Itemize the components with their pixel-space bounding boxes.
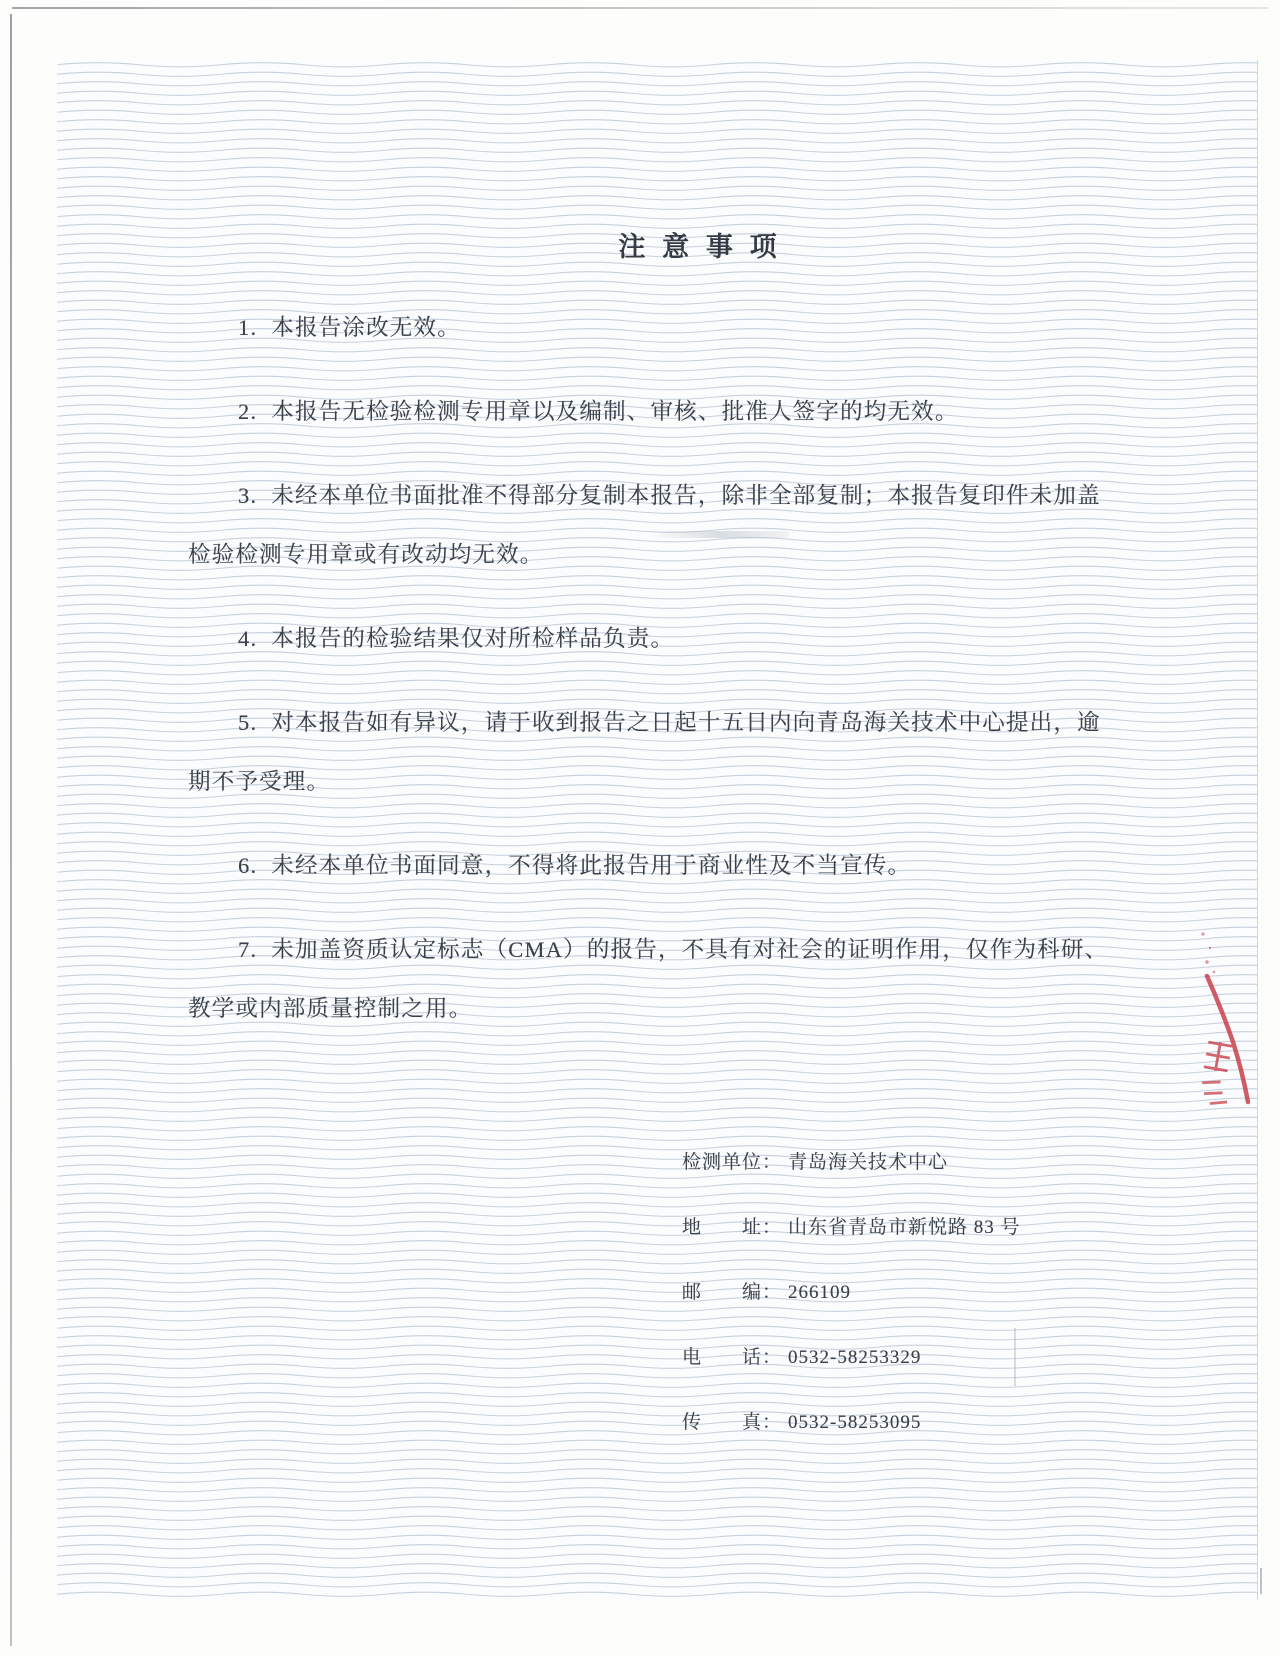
item-number: 7. (238, 937, 258, 962)
contact-value: 山东省青岛市新悦路 83 号 (788, 1217, 1021, 1238)
item-text: 本报告涂改无效。 (271, 315, 461, 340)
notice-paper (57, 60, 1258, 1600)
contact-postcode (682, 1280, 1021, 1306)
contact-fax (682, 1410, 1021, 1436)
contact-address (682, 1215, 1021, 1241)
item-number: 3. (238, 483, 258, 508)
contact-label: 邮 编： (682, 1282, 783, 1303)
contact-value: 266109 (788, 1282, 852, 1303)
scan-edge-mark (1260, 1568, 1262, 1594)
notice-item-3 (188, 466, 1118, 584)
scan-smudge (650, 531, 790, 538)
notice-list (188, 298, 1118, 1063)
item-text: 未加盖资质认定标志（CMA）的报告，不具有对社会的证明作用，仅作为科研、教学或内部质量控制之用。 (188, 937, 1109, 1021)
notice-item-6 (188, 836, 1118, 895)
page-title: 注 意 事 项 (618, 232, 782, 262)
item-number: 6. (238, 853, 258, 878)
scan-edge-left (10, 14, 12, 1646)
scan-artifact-line (1014, 1328, 1016, 1386)
item-number: 2. (238, 399, 258, 424)
item-text: 本报告的检验结果仅对所检样品负责。 (271, 626, 675, 651)
notice-item-1 (188, 298, 1118, 357)
item-text: 本报告无检验检测专用章以及编制、审核、批准人签字的均无效。 (271, 399, 959, 424)
item-text: 未经本单位书面批准不得部分复制本报告，除非全部复制；本报告复印件未加盖检验检测专用章或有改动均无效。 (188, 483, 1101, 567)
contact-value: 0532-58253329 (788, 1347, 922, 1368)
notice-item-2 (188, 382, 1118, 441)
contact-label: 地 址： (682, 1217, 783, 1238)
item-number: 1. (238, 315, 258, 340)
contact-label: 传 真： (682, 1412, 783, 1433)
red-seal-stamp-icon (1177, 920, 1258, 1190)
contact-label: 检测单位： (682, 1152, 783, 1173)
contact-value: 青岛海关技术中心 (788, 1152, 949, 1173)
notice-item-7 (188, 920, 1118, 1038)
contact-unit (682, 1150, 1021, 1176)
contact-label: 电 话： (682, 1347, 783, 1368)
notice-item-5 (188, 693, 1118, 811)
notice-item-4 (188, 609, 1118, 668)
contact-value: 0532-58253095 (788, 1412, 922, 1433)
scan-edge-top (12, 7, 1268, 9)
contact-phone (682, 1345, 1021, 1371)
item-number: 5. (238, 710, 258, 735)
item-text: 对本报告如有异议，请于收到报告之日起十五日内向青岛海关技术中心提出，逾期不予受理。 (188, 710, 1101, 794)
item-text: 未经本单位书面同意，不得将此报告用于商业性及不当宣传。 (271, 853, 912, 878)
item-number: 4. (238, 626, 258, 651)
contact-block (682, 1150, 1021, 1475)
